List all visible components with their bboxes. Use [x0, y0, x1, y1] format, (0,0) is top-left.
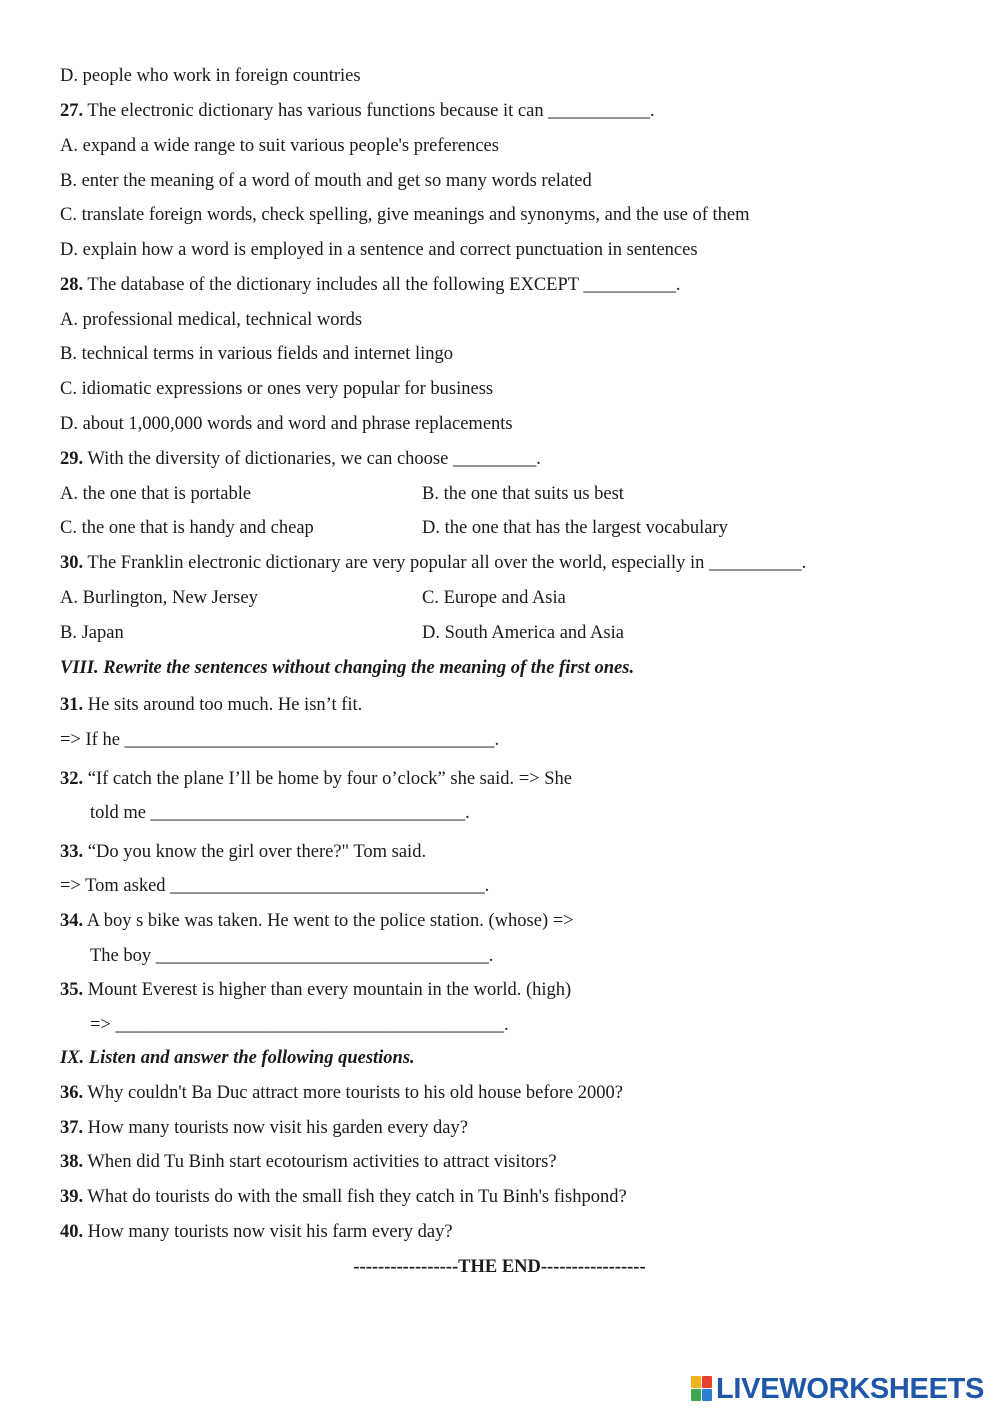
q28-stem [60, 274, 681, 296]
liveworksheets-logo-icon [691, 1376, 713, 1402]
q27-number: 27. [60, 101, 84, 121]
q32-number: 32. [60, 769, 84, 789]
q28-option-c: C. idiomatic expressions or ones very popular for business [60, 379, 494, 399]
q29-text: With the diversity of dictionaries, we can choose _________. [83, 449, 541, 469]
q35-stem [60, 979, 571, 1001]
q26-option-d: D. people who work in foreign countries [60, 66, 361, 86]
q29-option-b: B. the one that suits us best [422, 484, 624, 504]
section-ix-heading: IX. Listen and answer the following questions. [60, 1048, 415, 1068]
q33-text: “Do you know the girl over there?" Tom said. [83, 842, 427, 862]
q31-text: He sits around too much. He isn’t fit. [83, 695, 363, 715]
q40 [60, 1221, 453, 1243]
q30-option-b: B. Japan [60, 623, 124, 643]
liveworksheets-logo-text: LIVEWORKSHEETS [716, 1373, 985, 1405]
q28-option-d: D. about 1,000,000 words and word and phrase replacements [60, 414, 513, 434]
q29-option-d: D. the one that has the largest vocabulary [422, 518, 728, 538]
q34-number: 34. [60, 911, 84, 931]
q30-option-c: C. Europe and Asia [422, 588, 566, 608]
q33-number: 33. [60, 842, 84, 862]
q38 [60, 1151, 557, 1173]
q35-answer-line: => __________________________________________. [90, 1015, 509, 1035]
q30-option-d: D. South America and Asia [422, 623, 624, 643]
q38-number: 38. [60, 1152, 84, 1172]
q27-text: The electronic dictionary has various functions because it can ___________. [83, 101, 655, 121]
q34-answer-line: The boy ____________________________________. [90, 946, 494, 966]
q27-stem [60, 100, 655, 122]
q30-stem [60, 552, 806, 574]
q36 [60, 1082, 623, 1104]
q32-stem [60, 768, 572, 790]
q27-option-d: D. explain how a word is employed in a sentence and correct punctuation in sentences [60, 240, 698, 260]
q31-number: 31. [60, 695, 84, 715]
q33-answer-line: => Tom asked __________________________________. [60, 876, 490, 896]
q39-number: 39. [60, 1187, 84, 1207]
q40-text: How many tourists now visit his farm every day? [83, 1222, 453, 1242]
q35-number: 35. [60, 980, 84, 1000]
q34-stem [60, 910, 574, 932]
the-end-marker: -----------------THE END----------------- [353, 1257, 646, 1277]
q30-option-a: A. Burlington, New Jersey [60, 588, 258, 608]
q38-text: When did Tu Binh start ecotourism activities to attract visitors? [83, 1152, 557, 1172]
q27-option-a: A. expand a wide range to suit various people's preferences [60, 136, 499, 156]
q29-option-a: A. the one that is portable [60, 484, 252, 504]
q35-text: Mount Everest is higher than every mountain in the world. (high) [83, 980, 572, 1000]
q29-number: 29. [60, 449, 84, 469]
q37 [60, 1117, 468, 1139]
section-viii-heading: VIII. Rewrite the sentences without changing the meaning of the first ones. [60, 658, 635, 678]
q30-number: 30. [60, 553, 84, 573]
q27-option-c: C. translate foreign words, check spelling, give meanings and synonyms, and the use of them [60, 205, 750, 225]
q37-number: 37. [60, 1118, 84, 1138]
q37-text: How many tourists now visit his garden every day? [83, 1118, 468, 1138]
q34-text: A boy s bike was taken. He went to the police station. (whose) => [83, 911, 574, 931]
q28-option-b: B. technical terms in various fields and internet lingo [60, 344, 454, 364]
q36-text: Why couldn't Ba Duc attract more tourists to his old house before 2000? [83, 1083, 624, 1103]
q39-text: What do tourists do with the small fish they catch in Tu Binh's fishpond? [83, 1187, 627, 1207]
q31-stem [60, 694, 362, 716]
liveworksheets-logo[interactable] [691, 1374, 984, 1404]
q29-stem [60, 448, 541, 470]
q28-number: 28. [60, 275, 84, 295]
q33-stem [60, 841, 426, 863]
q32-answer-line: told me __________________________________. [90, 803, 470, 823]
q36-number: 36. [60, 1083, 84, 1103]
q28-text: The database of the dictionary includes all the following EXCEPT __________. [83, 275, 681, 295]
q39 [60, 1186, 627, 1208]
q31-answer-line: => If he ________________________________________. [60, 730, 500, 750]
q28-option-a: A. professional medical, technical words [60, 310, 363, 330]
q27-option-b: B. enter the meaning of a word of mouth and get so many words related [60, 171, 592, 191]
q40-number: 40. [60, 1222, 84, 1242]
q32-text: “If catch the plane I’ll be home by four o’clock” she said. => She [83, 769, 572, 789]
q30-text: The Franklin electronic dictionary are very popular all over the world, especially in __________. [83, 553, 807, 573]
q29-option-c: C. the one that is handy and cheap [60, 518, 314, 538]
